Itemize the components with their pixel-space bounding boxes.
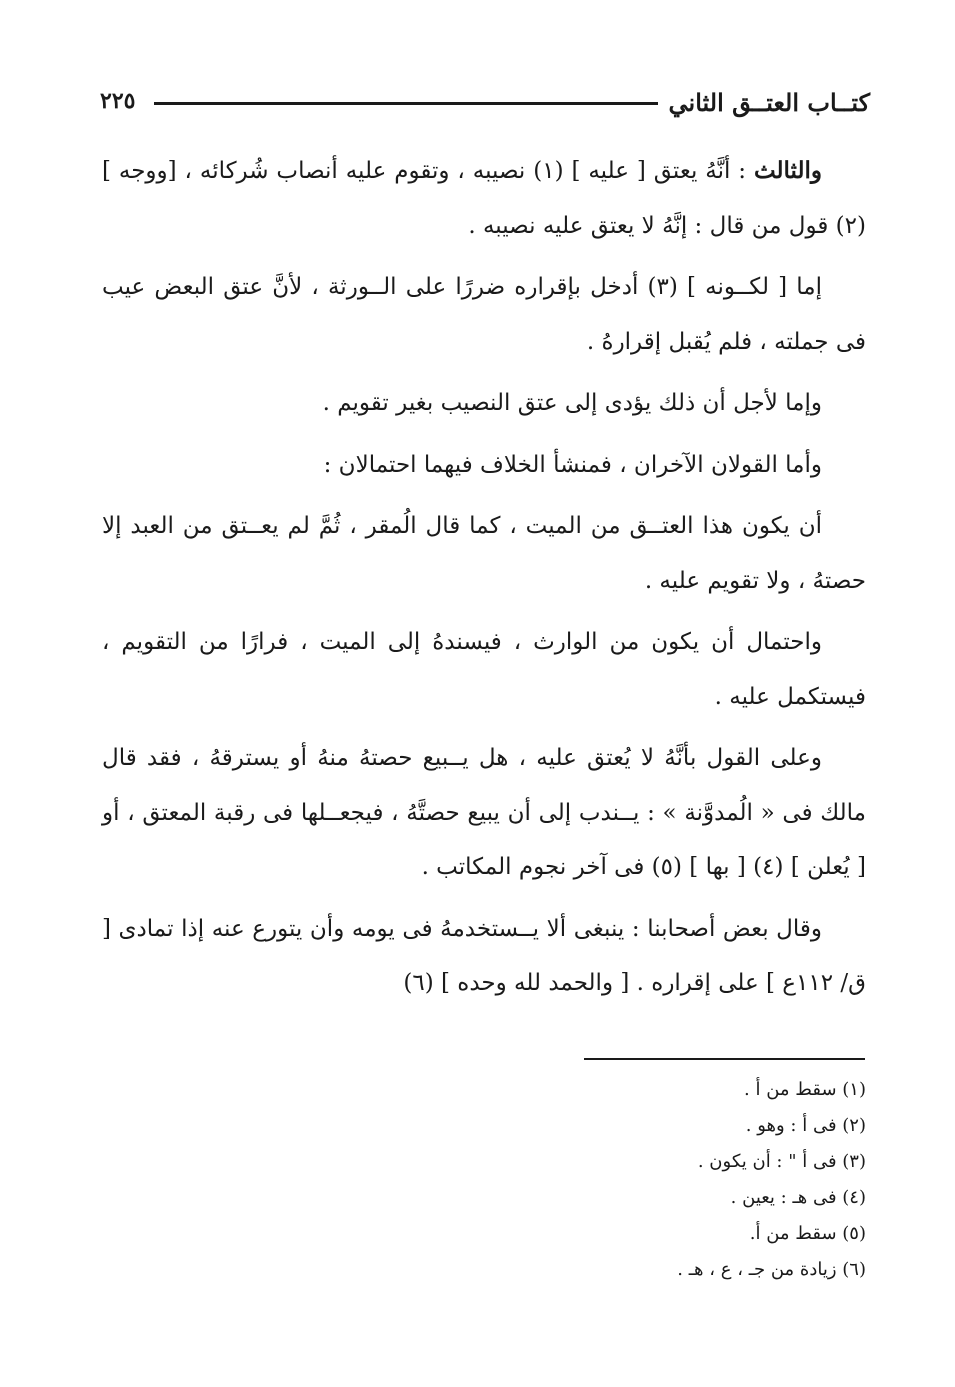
footnote-separator	[584, 1058, 865, 1060]
paragraph-text: وأما القولان الآخران ، فمنشأ الخلاف فيهما احتمالان :	[323, 451, 822, 478]
paragraph-4	[102, 438, 866, 493]
footnote-2: (٢) فى أ : وهو .	[745, 1115, 866, 1136]
paragraph-8	[102, 902, 866, 1011]
paragraph-text: وقال بعض أصحابنا : ينبغى ألا يــستخدمهُ فى يومه وأن يتورع عنه إذا تمادى [ ق/ ١١٢ع ] على إقراره . [ والحمد لله وحده ] (٦)	[102, 915, 866, 996]
paragraph-text: واحتمال أن يكون من الوارث ، فيسندهُ إلى الميت ، فرارًا من التقويم ، فيستكمل عليه .	[102, 629, 866, 710]
running-header	[100, 86, 870, 126]
paragraph-5	[102, 499, 866, 608]
paragraph-6	[102, 615, 866, 724]
paragraph-lead: والثالث	[753, 157, 822, 184]
paragraph-text: إما [ لكــونه ] (٣) أدخل بإقراره ضررًا على الــورثة ، لأنَّ عتق البعض عيب فى جملته ، فلم يُقبل إقرارهُ .	[102, 274, 866, 355]
paragraph-text: أن يكون هذا العتــق من الميت ، كما قال الُمقر ، ثُمَّ لم يعــتق من العبد إلا حصتهُ ، ولا تقويم عليه .	[102, 513, 866, 594]
paragraph-text: : أنَّهُ يعتق [ عليه ] (١) نصيبه ، وتقوم عليه أنصاب شُركائه ، [ووجه ] (٢) قول من قال : إنَّهُ لا يعتق عليه نصيبه .	[102, 158, 866, 239]
paragraph-text: وعلى القول بأنَّهُ لا يُعتق عليه ، هل يــبيع حصتهُ منهُ أو يسترقهُ ، فقد قال مالك فى « الُمدوَّنة » : يــندب إلى أن يبيع حصتَّهُ ، فيجعــلها فى رقبة المعتق ، أو [ يُعلن ] (٤) [ بها ] (٥) فى آخر نجوم المكاتب .	[102, 745, 866, 880]
footnote-5: (٥) سقط من أ.	[749, 1223, 866, 1244]
footnote-6: (٦) زيادة من جـ ، ع ، هـ .	[677, 1259, 866, 1280]
paragraph-2	[102, 260, 866, 369]
footnotes	[480, 1072, 866, 1288]
paragraph-3	[102, 376, 866, 431]
footnote-4: (٤) فى هـ : يعين .	[730, 1187, 866, 1208]
footnote-3: (٣) فى أ " : أن يكون .	[697, 1151, 866, 1172]
main-text	[102, 144, 866, 1018]
paragraph-text: وإما لأجل أن ذلك يؤدى إلى عتق النصيب بغير تقويم .	[322, 390, 822, 416]
page-number: ٢٢٥	[100, 88, 136, 114]
footnote-1: (١) سقط من أ .	[744, 1079, 866, 1100]
paragraph-1	[102, 144, 866, 253]
header-rule	[154, 102, 658, 105]
running-title: كتــاب العتــق الثاني	[668, 88, 870, 117]
paragraph-7	[102, 731, 866, 895]
